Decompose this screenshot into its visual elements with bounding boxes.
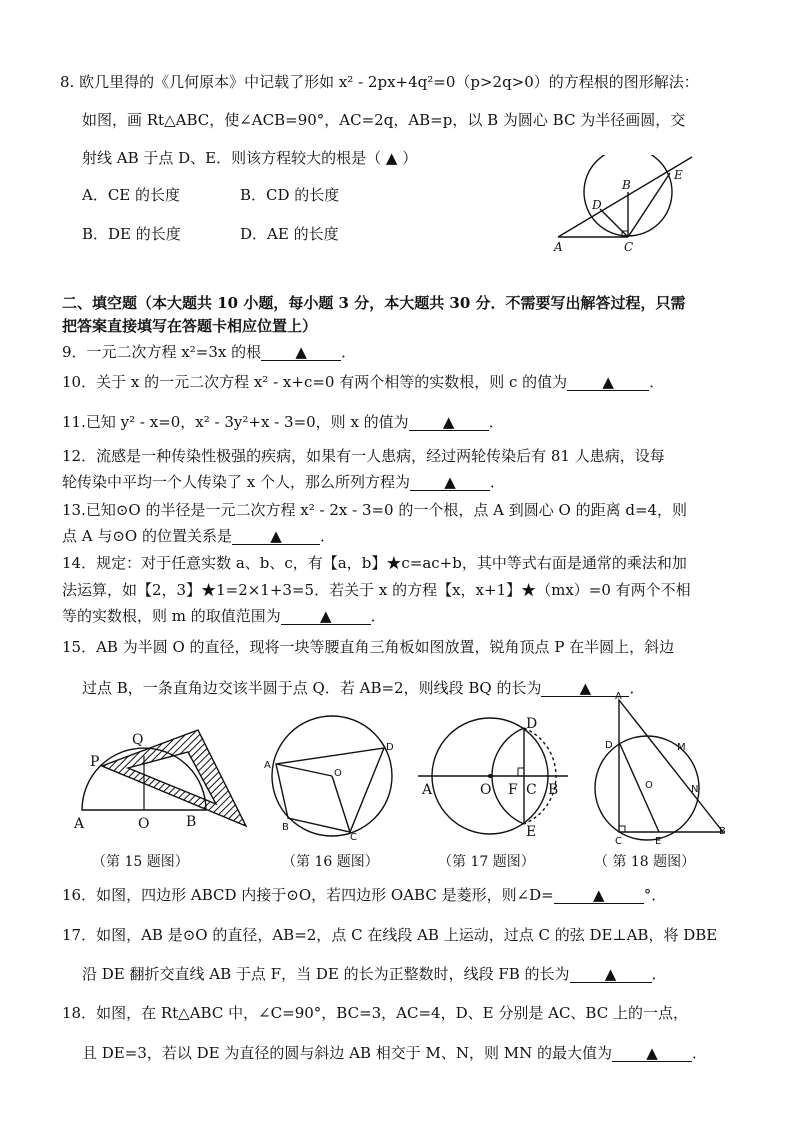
q8-stem: 8. 欧几里得的《几何原本》中记载了形如 x² - 2px+4q²=0（p>2q>0）的方程根的图形解法： — [60, 73, 699, 91]
fig17-label-c: C — [526, 782, 537, 798]
fig17-label-o: O — [480, 782, 492, 798]
fig16-caption: （第 16 题图） — [282, 854, 379, 870]
fig15-caption: （第 15 题图） — [92, 854, 189, 870]
fig18-label-o: O — [645, 780, 653, 791]
q17-line1: 17．如图，AB 是⊙O 的直径，AB=2，点 C 在线段 AB 上运动，过点 C 的弦 DE⊥AB，将 DBE — [62, 926, 718, 944]
fig18-label-d: D — [605, 740, 613, 751]
q8-figure — [550, 155, 710, 255]
q13-answer-blank[interactable]: ▲ — [232, 526, 320, 545]
q8-option-b: B．CD 的长度 — [240, 186, 340, 204]
fig15-label-q: Q — [132, 732, 144, 748]
q18-line2: 且 DE=3，若以 DE 为直径的圆与斜边 AB 相交于 M、N，则 MN 的最大值为 ▲ ． — [82, 1044, 708, 1062]
fig15-label-a: A — [74, 816, 85, 832]
q9: 9．一元二次方程 x²=3x 的根 ▲ ． — [62, 343, 357, 361]
q18-line1: 18．如图，在 Rt△ABC 中，∠C=90°，BC=3，AC=4，D、E 分别是 AC、BC 上的一点， — [62, 1004, 688, 1022]
q8-label-c: C — [624, 240, 634, 254]
q16-text: 16．如图，四边形 ABCD 内接于⊙O，若四边形 OABC 是菱形，则∠D= — [62, 886, 554, 904]
q10: 10．关于 x 的一元二次方程 x² - x+c=0 有两个相等的实数根，则 c 的值为 ▲ ． — [62, 373, 665, 391]
q11-text: 11.已知 y² - x=0，x² - 3y²+x - 3=0，则 x 的值为 — [62, 413, 409, 431]
fig18 — [585, 692, 735, 847]
fig18-label-a: A — [615, 692, 622, 702]
q12-line1: 12．流感是一种传染性极强的疾病，如果有一人患病，经过两轮传染后有 81 人患病，设每 — [62, 447, 665, 465]
fig17-label-b: B — [548, 782, 559, 798]
q8-line3: 射线 AB 于点 D、E．则该方程较大的根是（ ▲ ） — [82, 149, 418, 167]
fig16 — [258, 710, 408, 845]
fig17 — [418, 710, 578, 845]
fig17-label-d: D — [526, 716, 538, 732]
q14-line3: 等的实数根，则 m 的取值范围为 ▲ ． — [62, 607, 386, 625]
q15-answer-blank[interactable]: ▲ — [541, 678, 629, 697]
q14-answer-blank[interactable]: ▲ — [281, 606, 371, 625]
fig17-label-e: E — [526, 824, 537, 840]
q8-option-d: D．AE 的长度 — [240, 225, 339, 243]
q15-line1: 15．AB 为半圆 O 的直径，现将一块等腰直角三角板如图放置，锐角顶点 P 在半圆上，斜边 — [62, 638, 675, 656]
q11: 11.已知 y² - x=0，x² - 3y²+x - 3=0，则 x 的值为 ▲ ． — [62, 413, 504, 431]
fig17-label-a: A — [422, 782, 433, 798]
fig16-label-a: A — [264, 760, 271, 771]
section2-heading-line2: 把答案直接填写在答题卡相应位置上） — [62, 317, 318, 335]
fig17-caption: （第 17 题图） — [438, 854, 535, 870]
q10-answer-blank[interactable]: ▲ — [567, 372, 649, 391]
q9-text: 9．一元二次方程 x²=3x 的根 — [62, 343, 262, 361]
q16-answer-blank[interactable]: ▲ — [554, 885, 644, 904]
q8-label-d: D — [592, 198, 602, 212]
q12-line2: 轮传染中平均一个人传染了 x 个人，那么所列方程为 ▲ ． — [62, 473, 506, 491]
q14-line2: 法运算，如【2，3】★1=2×1+3=5．若关于 x 的方程【x，x+1】★（mx）=0 有两个不相 — [62, 581, 691, 599]
fig15-label-p: P — [90, 754, 100, 770]
fig18-label-b: B — [719, 826, 726, 837]
q13-line1: 13.已知⊙O 的半径是一元二次方程 x² - 2x - 3=0 的一个根，点 A 到圆心 O 的距离 d=4，则 — [62, 501, 688, 519]
fig15 — [70, 722, 260, 837]
fig18-caption: （ 第 18 题图） — [594, 854, 696, 870]
section2-heading-line1: 二、填空题（本大题共 10 小题，每小题 3 分，本大题共 30 分．不需要写出解答过程，只需 — [62, 294, 686, 312]
fig15-label-b: B — [186, 814, 197, 830]
fig15-label-o: O — [138, 816, 150, 832]
q16: 16．如图，四边形 ABCD 内接于⊙O，若四边形 OABC 是菱形，则∠D= ▲ °． — [62, 886, 667, 904]
fig18-label-n: N — [691, 784, 699, 795]
q14-line1: 14．规定：对于任意实数 a、b、c，有【a，b】★c=ac+b，其中等式右面是通常的乘法和加 — [62, 554, 687, 572]
fig18-label-c: C — [615, 836, 622, 847]
q17-answer-blank[interactable]: ▲ — [570, 964, 652, 983]
q13-line2: 点 A 与⊙O 的位置关系是 ▲ ． — [62, 527, 336, 545]
q8-option-c: B．DE 的长度 — [82, 225, 181, 243]
q18-answer-blank[interactable]: ▲ — [612, 1043, 692, 1062]
q12-answer-blank[interactable]: ▲ — [410, 472, 490, 491]
q15-line2: 过点 B，一条直角边交该半圆于点 Q．若 AB=2，则线段 BQ 的长为 ▲ ． — [82, 679, 645, 697]
fig18-label-m: M — [677, 742, 686, 753]
fig16-label-c: C — [350, 832, 357, 843]
fig16-label-o: O — [334, 768, 342, 779]
q17-line2: 沿 DE 翻折交直线 AB 于点 F，当 DE 的长为正整数时，线段 FB 的长为 ▲ ． — [82, 965, 667, 983]
q9-answer-blank[interactable]: ▲ — [261, 342, 341, 361]
q11-answer-blank[interactable]: ▲ — [409, 412, 489, 431]
q10-text: 10．关于 x 的一元二次方程 x² - x+c=0 有两个相等的实数根，则 c 的值为 — [62, 373, 568, 391]
fig16-label-d: D — [386, 742, 394, 753]
q8-label-e: E — [674, 168, 683, 182]
fig16-label-b: B — [282, 822, 289, 833]
q8-line2: 如图，画 Rt△ABC，使∠ACB=90°，AC=2q，AB=p，以 B 为圆心 BC 为半径画圆，交 — [82, 111, 686, 129]
fig17-label-f: F — [508, 782, 518, 798]
q8-label-b: B — [622, 178, 631, 192]
q8-option-a: A．CE 的长度 — [82, 186, 181, 204]
q8-label-a: A — [554, 240, 563, 254]
fig18-label-e: E — [655, 836, 662, 847]
